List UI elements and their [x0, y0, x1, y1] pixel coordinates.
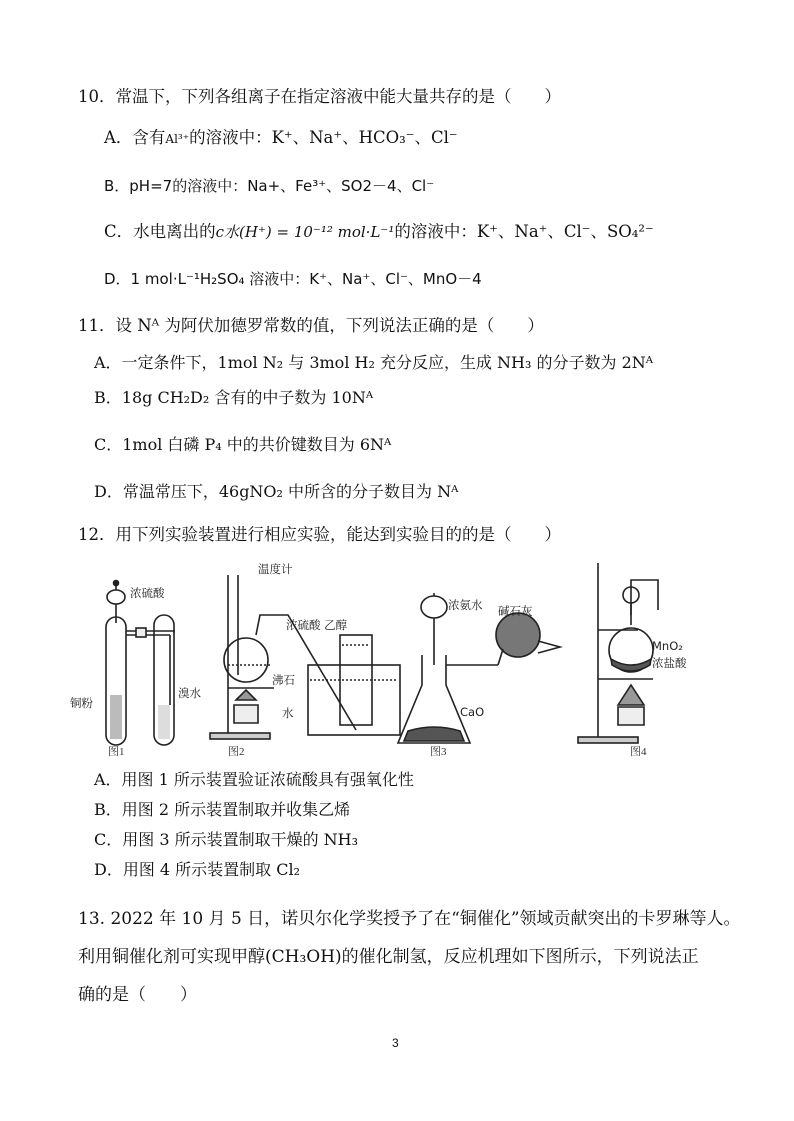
label-mno2: MnO₂ [652, 639, 683, 653]
apparatus-figures [70, 555, 718, 758]
q10-option-d: D．1 mol·L⁻¹H₂SO₄ 溶液中：K⁺、Na⁺、Cl⁻、MnO－4 [104, 270, 482, 288]
q10-stem: 10．常温下，下列各组离子在指定溶液中能大量共存的是（ ） [78, 87, 561, 106]
q12-option-d: D．用图 4 所示装置制取 Cl₂ [94, 860, 301, 879]
fig4-apparatus [578, 563, 658, 743]
q10-a-rest: 的溶液中：K⁺、Na⁺、HCO₃⁻、Cl⁻ [189, 128, 458, 147]
label-conc-h2so4: 浓硫酸 [130, 586, 165, 600]
label-cao: CaO [460, 705, 485, 719]
q10-option-c [104, 221, 654, 243]
q10-c-expression: c水(H⁺) = 10⁻¹² mol·L⁻¹ [215, 223, 395, 241]
apparatus-drawing [78, 555, 718, 755]
fig3-apparatus [398, 593, 560, 743]
label-copper-powder: 铜粉 [70, 696, 93, 710]
q10-option-a [104, 127, 458, 150]
fig3-caption: 图3 [430, 746, 447, 758]
q11-option-b: B．18g CH₂D₂ 含有的中子数为 10Nᴬ [94, 388, 374, 407]
page-number: 3 [392, 1036, 399, 1050]
q11-option-d: D．常温常压下，46gNO₂ 中所含的分子数目为 Nᴬ [94, 482, 459, 501]
q12-stem: 12．用下列实验装置进行相应实验，能达到实验目的的是（ ） [78, 525, 561, 544]
q10-option-b: B．pH=7的溶液中：Na+、Fe³⁺、SO2－4、Cl⁻ [104, 177, 435, 195]
q11-option-c: C．1mol 白磷 P₄ 中的共价键数目为 6Nᴬ [94, 435, 392, 454]
fig1-apparatus [106, 581, 174, 746]
q12-option-a: A．用图 1 所示装置验证浓硫酸具有强氧化性 [94, 770, 414, 789]
label-soda-lime: 碱石灰 [498, 604, 533, 618]
fig2-caption: 图2 [228, 746, 245, 758]
q12-option-c: C．用图 3 所示装置制取干燥的 NH₃ [94, 830, 359, 849]
label-boiling-chips: 沸石 [272, 673, 295, 687]
fig1-caption: 图1 [108, 746, 125, 758]
q10-c-rest: 的溶液中：K⁺、Na⁺、Cl⁻、SO₄²⁻ [394, 222, 654, 241]
q13-line-1: 13. 2022 年 10 月 5 日，诺贝尔化学奖授予了在“铜催化”领域贡献突出的卡罗琳等人。 [78, 909, 741, 929]
label-conc-ammonia: 浓氨水 [448, 598, 483, 612]
fig2-apparatus [210, 575, 400, 739]
q10-c-prefix: C．水电离出的 [104, 222, 216, 241]
label-thermometer: 温度计 [258, 562, 293, 576]
label-water: 水 [282, 706, 294, 720]
label-h2so4-ethanol: 浓硫酸 乙醇 [286, 618, 348, 632]
q11-option-a: A．一定条件下，1mol N₂ 与 3mol H₂ 充分反应，生成 NH₃ 的分子数为 2Nᴬ [94, 353, 654, 372]
label-conc-hcl: 浓盐酸 [652, 656, 687, 670]
fig4-caption: 图4 [630, 746, 647, 758]
q10-a-condition: Al³⁺ [165, 132, 190, 146]
q10-a-prefix: A．含有 [104, 128, 166, 147]
q13-line-3: 确的是（ ） [78, 985, 197, 1005]
q12-option-b: B．用图 2 所示装置制取并收集乙烯 [94, 800, 351, 819]
label-bromine-water: 溴水 [178, 686, 201, 700]
q13-line-2: 利用铜催化剂可实现甲醇(CH₃OH)的催化制氢，反应机理如下图所示，下列说法正 [78, 947, 699, 967]
q11-stem: 11．设 Nᴬ 为阿伏加德罗常数的值，下列说法正确的是（ ） [78, 316, 544, 335]
